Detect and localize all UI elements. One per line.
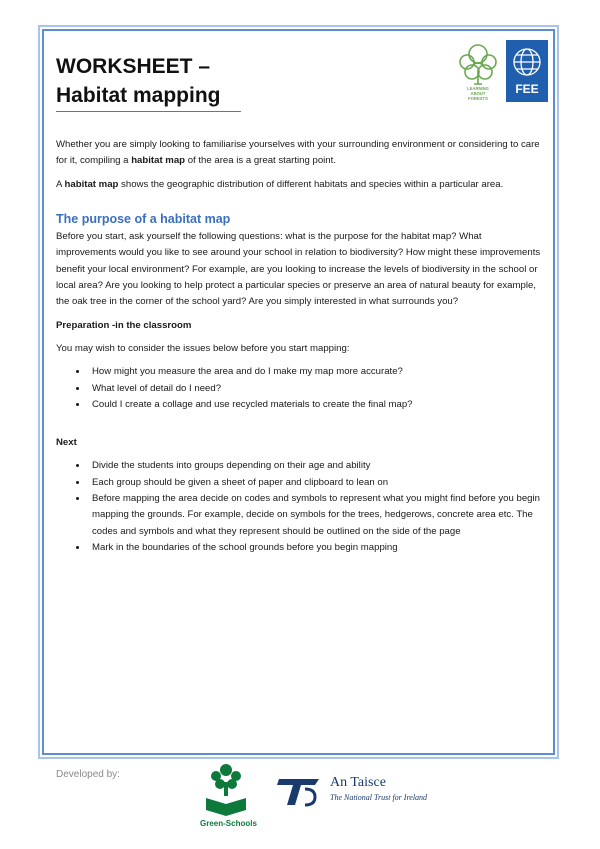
developed-by-label: Developed by: xyxy=(56,769,120,780)
intro-paragraph-1: Whether you are simply looking to familiarise yourselves with your surrounding environment or considering to care for it, compiling a habitat map of the area is a great starting point. xyxy=(56,139,540,167)
fee-label: FEE xyxy=(515,82,539,96)
list-item: • What level of detail do I need? xyxy=(88,381,544,397)
preparation-list xyxy=(56,364,544,413)
title-line-2: Habitat mapping xyxy=(56,84,221,107)
purpose-heading: The purpose of a habitat map xyxy=(56,211,231,226)
list-item: • Mark in the boundaries of the school grounds before you begin mapping xyxy=(88,540,544,556)
preparation-intro: You may wish to consider the issues below before you start mapping: xyxy=(56,342,350,354)
an-taisce-tagline: The National Trust for Ireland xyxy=(330,793,428,802)
globe-icon xyxy=(506,44,548,84)
worksheet-body xyxy=(56,137,544,556)
next-heading: Next xyxy=(56,437,77,449)
an-taisce-logo xyxy=(275,775,323,812)
list-item: • Before mapping the area decide on codes and symbols to represent what you might find before you begin mapping the grounds. For example, decide on symbols for the trees, hedgerows, concrete area etc. The codes and symbols and what they represent should be outlined on the side of the page xyxy=(88,491,544,540)
title-underline xyxy=(56,111,241,112)
green-schools-label: Green-Schools xyxy=(200,819,257,828)
list-item: • How might you measure the area and do I make my map more accurate? xyxy=(88,364,544,380)
intro-paragraph-2: A habitat map shows the geographic distribution of different habitats and species within a particular area. xyxy=(56,178,504,190)
fee-logo xyxy=(506,40,548,102)
green-schools-logo xyxy=(198,760,254,823)
preparation-heading: Preparation -in the classroom xyxy=(56,319,192,331)
page-title xyxy=(56,52,221,110)
list-item: • Each group should be given a sheet of paper and clipboard to lean on xyxy=(88,475,544,491)
svg-text:ABOUT: ABOUT xyxy=(470,91,486,96)
next-list xyxy=(56,458,544,556)
purpose-paragraph: Before you start, ask yourself the following questions: what is the purpose for the habitat map? What improvements would you like to see around your school in relation to biodiversity? How might these improvements benefit your local environment? For example, are you looking to increase the levels of biodiversity in the school or local area? Are you looking to help protect a particular species or preserve an area of natural beauty for example, the oak tree in the corner of the school yard? Are you simply interested in what surrounds you? xyxy=(56,231,541,308)
svg-text:FORESTS: FORESTS xyxy=(468,96,488,101)
list-item: • Divide the students into groups depending on their age and ability xyxy=(88,458,544,474)
svg-text:LEARNING: LEARNING xyxy=(467,86,489,91)
learning-about-forests-logo xyxy=(452,40,504,109)
title-line-1: WORKSHEET – xyxy=(56,55,211,78)
list-item: • Could I create a collage and use recycled materials to create the final map? xyxy=(88,397,544,413)
an-taisce-name: An Taisce xyxy=(330,775,386,790)
